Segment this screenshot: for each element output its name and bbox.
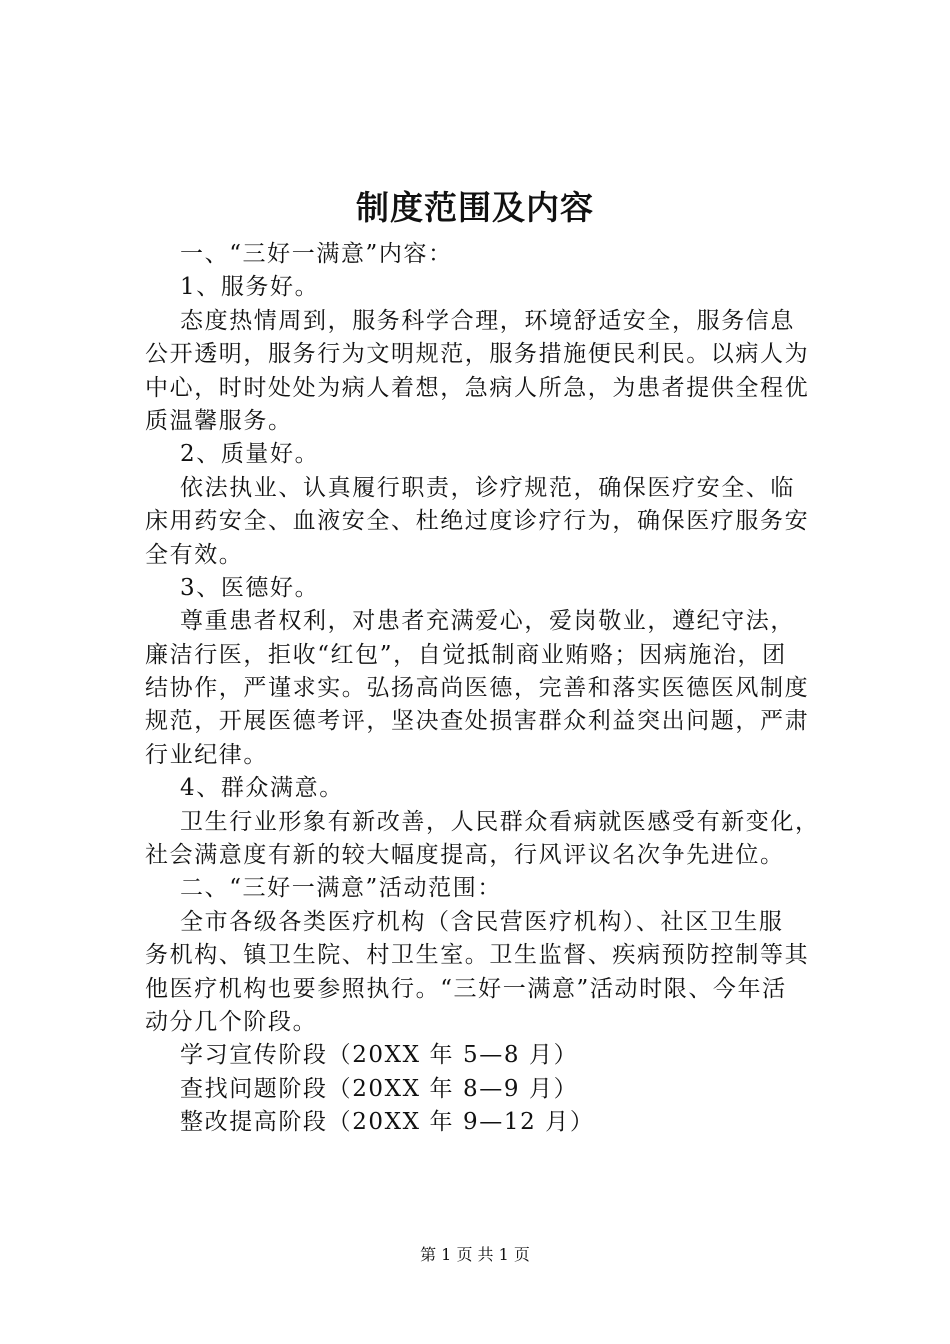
text-line: 全市各级各类医疗机构（含民营医疗机构）、社区卫生服 — [180, 908, 784, 935]
text-line: 二、“三好一满意”活动范围： — [180, 875, 502, 902]
text-line: 他医疗机构也要参照执行。“三好一满意”活动时限、今年活 — [145, 975, 787, 1002]
page-footer: 第 1 页 共 1 页 — [420, 1245, 530, 1264]
text-line: 中心，时时处处为病人着想，急病人所急，为患者提供全程优 — [145, 374, 810, 401]
text-line: 动分几个阶段。 — [145, 1008, 318, 1035]
text-line: 整改提高阶段（20XX 年 9—12 月） — [180, 1109, 595, 1136]
text-line: 公开透明，服务行为文明规范，服务措施便民利民。以病人为 — [145, 341, 810, 368]
text-line: 结协作，严谨求实。弘扬高尚医德，完善和落实医德医风制度 — [145, 675, 810, 702]
text-line: 全有效。 — [145, 541, 244, 568]
text-line: 2、质量好。 — [180, 441, 320, 468]
text-line: 廉洁行医，拒收“红包”，自觉抵制商业贿赂；因病施治，团 — [145, 641, 787, 668]
text-line: 尊重患者权利，对患者充满爱心，爱岗敬业，遵纪守法， — [180, 608, 795, 635]
text-line: 务机构、镇卫生院、村卫生室。卫生监督、疾病预防控制等其 — [145, 942, 810, 969]
text-line: 4、群众满意。 — [180, 775, 344, 802]
text-line: 规范，开展医德考评，坚决查处损害群众利益突出问题，严肃 — [145, 708, 810, 735]
text-line: 3、医德好。 — [180, 574, 320, 601]
document-body — [145, 238, 845, 1140]
document-title: 制度范围及内容 — [356, 188, 594, 227]
text-line: 床用药安全、血液安全、杜绝过度诊疗行为，确保医疗服务安 — [145, 508, 810, 535]
text-line: 依法执业、认真履行职责，诊疗规范，确保医疗安全、临 — [180, 474, 795, 501]
text-line: 学习宣传阶段（20XX 年 5—8 月） — [180, 1042, 579, 1069]
text-line: 查找问题阶段（20XX 年 8—9 月） — [180, 1075, 579, 1102]
text-line: 态度热情周到，服务科学合理，环境舒适安全，服务信息 — [180, 307, 795, 334]
text-line: 质温馨服务。 — [145, 407, 293, 434]
text-line: 社会满意度有新的较大幅度提高，行风评议名次争先进位。 — [145, 842, 785, 869]
text-line: 卫生行业形象有新改善，人民群众看病就医感受有新变化， — [180, 808, 820, 835]
text-line: 1、服务好。 — [180, 274, 320, 301]
text-line: 一、“三好一满意”内容： — [180, 241, 453, 267]
text-line: 行业纪律。 — [145, 741, 268, 768]
